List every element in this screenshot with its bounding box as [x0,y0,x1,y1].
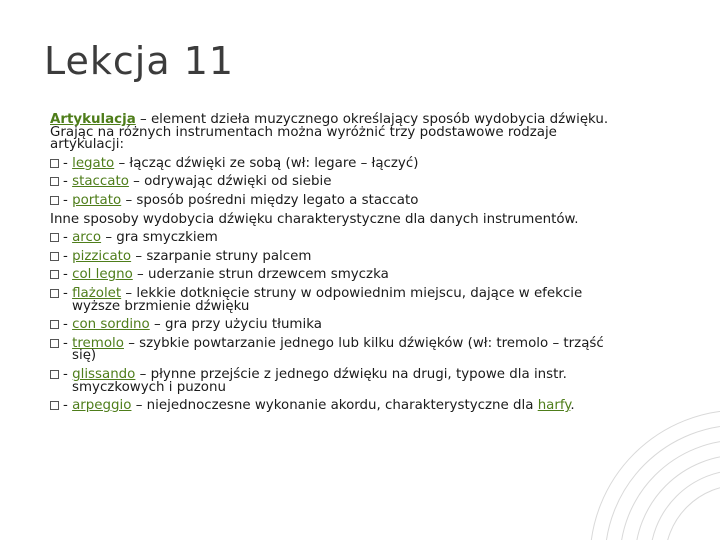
item-prefix: - [63,285,73,301]
list-item-continuation: wyższe brzmienie dźwięku [72,298,250,314]
term-arco[interactable]: arco [72,230,102,246]
other-technique-list [50,232,690,419]
page-title: Lekcja 11 [44,39,235,83]
term-glissando[interactable]: glissando [72,366,136,382]
checkbox-bullet-icon [50,159,59,168]
item-prefix: - [63,248,73,264]
item-text: – uderzanie strun drzewcem smyczka [132,267,389,283]
item-tail: . [570,398,575,414]
item-text: – niejednoczesne wykonanie akordu, charakterystyczne dla [131,398,538,414]
checkbox-bullet-icon [50,370,59,379]
item-text: – gra przy użyciu tłumika [149,317,322,333]
item-prefix: - [63,317,73,333]
checkbox-bullet-icon [50,233,59,242]
term-portato[interactable]: portato [72,192,122,208]
intro-line-2: Grając na różnych instrumentach można wyróżnić trzy podstawowe rodzaje [50,124,557,140]
item-text: – płynne przejście z jednego dźwięku na drugi, typowe dla instr. [135,366,567,382]
item-prefix: - [63,174,73,190]
slide-content [50,114,690,419]
item-prefix: - [63,155,73,171]
item-prefix: - [63,267,73,283]
checkbox-bullet-icon [50,177,59,186]
list-item-continuation: smyczkowych i puzonu [72,379,226,395]
intro-text-1: – element dzieła muzycznego określający sposób wydobycia dźwięku. [135,112,609,127]
term-tremolo[interactable]: tremolo [72,335,124,351]
item-prefix: - [63,230,73,246]
term-arpeggio[interactable]: arpeggio [72,398,132,414]
item-text: – odrywając dźwięki od siebie [128,174,332,190]
term-legato[interactable]: legato [72,155,115,171]
item-text: – lekkie dotknięcie struny w odpowiednim miejscu, dające w efekcie [121,285,583,301]
other-heading: Inne sposoby wydobycia dźwięku charakterystyczne dla danych instrumentów. [50,211,579,227]
item-text: – łącząc dźwięki ze sobą (wł: legare – łączyć) [114,155,419,171]
item-prefix: - [63,366,73,382]
list-item-continuation: się) [72,348,97,364]
item-text: – szybkie powtarzanie jednego lub kilku dźwięków (wł: tremolo – trząść [123,335,604,351]
term-flazolet[interactable]: flażolet [72,285,122,301]
checkbox-bullet-icon [50,270,59,279]
item-prefix: - [63,335,73,351]
checkbox-bullet-icon [50,339,59,348]
basic-articulation-list [50,155,690,214]
list-item [50,192,690,214]
item-text: – sposób pośredni między legato a staccato [121,192,419,208]
item-prefix: - [63,192,73,208]
term-col-legno[interactable]: col legno [72,267,133,283]
term-artykulacja[interactable]: Artykulacja [50,112,136,127]
term-staccato[interactable]: staccato [72,174,129,190]
term-pizzicato[interactable]: pizzicato [72,248,132,264]
checkbox-bullet-icon [50,289,59,298]
checkbox-bullet-icon [50,401,59,410]
checkbox-bullet-icon [50,320,59,329]
list-item [50,335,690,351]
term-con-sordino[interactable]: con sordino [72,317,150,333]
item-text: – szarpanie struny palcem [131,248,312,264]
term-harfy[interactable]: harfy [537,398,571,414]
item-text: – gra smyczkiem [101,230,218,246]
list-item [50,400,690,419]
checkbox-bullet-icon [50,196,59,205]
checkbox-bullet-icon [50,252,59,261]
item-prefix: - [63,398,73,414]
intro-line-3: artykulacji: [50,137,124,153]
